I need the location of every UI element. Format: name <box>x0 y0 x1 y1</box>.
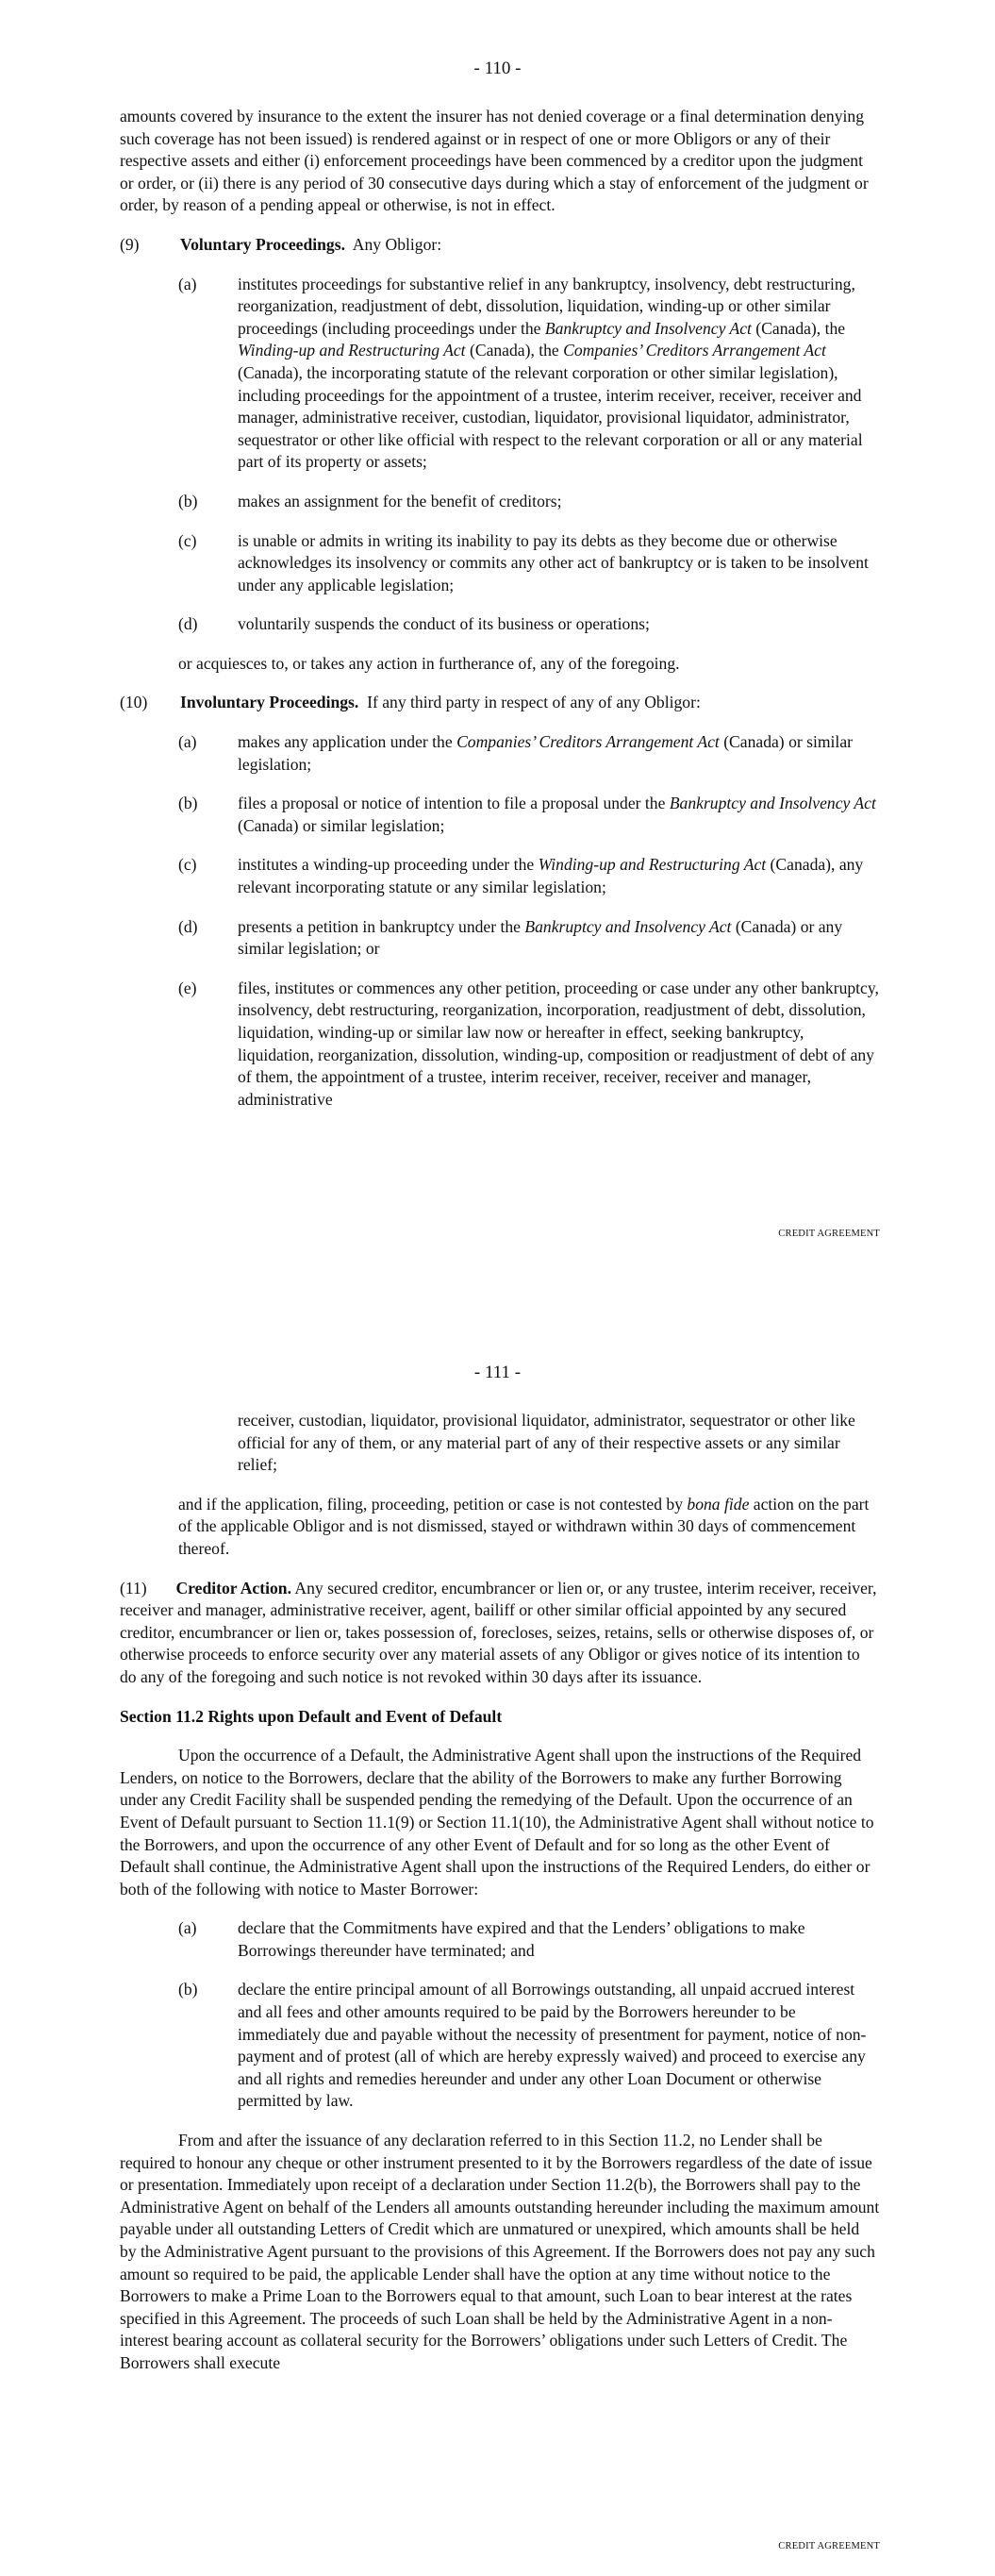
section-tail: or acquiesces to, or takes any action in furtherance of, any of the foregoing. <box>178 653 680 673</box>
item-label: (d) <box>178 614 198 634</box>
list-item <box>120 978 880 1112</box>
item-label: (a) <box>178 732 197 752</box>
item-text: files, institutes or commences any other petition, proceeding or case under any other bankruptcy, insolvency, debt restructuring, reorganization, incorporation, readjustment of debt, dissolution, liquidation, winding-up or similar law now or hereafter in effect, seeking bankruptcy, liquidation, reorganization, dissolution, winding-up, composition or readjustment of debt of any of them, the appointment of a trustee, interim receiver, receiver, receiver and manager, administrative <box>238 978 879 1109</box>
item-label: (a) <box>178 274 197 293</box>
item-text: (Canada), the <box>465 341 564 360</box>
paragraph: From and after the issuance of any declaration referred to in this Section 11.2, no Lender shall be required to honour any cheque or other instrument presented to it by the Borrowers regardless of the date of issue or presentation. Immediately upon receipt of a declaration under Section 11.2(b), the Borrowers shall pay to the Administrative Agent on behalf of the Lenders all amounts outstanding hereunder including the maximum amount payable under all outstanding Letters of Credit which are unmatured or unexpired, which amounts shall be held by the Administrative Agent pursuant to the provisions of this Agreement. If the Borrowers does not pay any such amount so required to be paid, the applicable Lender shall have the option at any time without notice to the Borrowers to make a Prime Loan to the Borrowers equal to that amount, such Loan to bear interest at the rates specified in this Agreement. The proceeds of such Loan shall be held by the Administrative Agent in a non-interest bearing account as collateral security for the Borrowers’ obligations under such Letters of Credit. The Borrowers shall execute <box>120 2131 880 2372</box>
section-heading: Creditor Action. <box>175 1578 291 1597</box>
section-10 <box>120 692 880 714</box>
item-text: institutes proceedings for substantive relief in any bankruptcy, insolvency, debt restructuring, reorganization, readjustment of debt, dissolution, liquidation, winding-up or other similar proceedings (including proceedings under the <box>238 274 855 338</box>
latin-term: bona fide <box>687 1494 750 1514</box>
list-item <box>120 731 880 776</box>
item-text: institutes a winding-up proceeding under the <box>238 855 539 875</box>
page-number: - 111 - <box>473 1363 522 1382</box>
intro-paragraph: amounts covered by insurance to the extent the insurer has not denied coverage or a final determination denying such coverage has not been issued) is rendered against or in respect of one or more Obligors or any of their respective assets and either (i) enforcement proceedings have been commenced by a creditor upon the judgment or order, or (ii) there is any period of 30 consecutive days during which a stay of enforcement of the judgment or order, by reason of a pending appeal or otherwise, is not in effect. <box>120 107 869 215</box>
statute-title: Bankruptcy and Insolvency Act <box>524 916 732 936</box>
list-item <box>120 1917 880 1962</box>
tail-text: and if the application, filing, proceeding, petition or case is not contested by <box>178 1494 688 1514</box>
item-text: is unable or admits in writing its inability to pay its debts as they become due or otherwise acknowledges its insolvency or commits any other act of bankruptcy or is taken to be insolvent under any applicable legislation; <box>238 530 869 594</box>
list-item <box>120 854 880 898</box>
page-footer: CREDIT AGREEMENT <box>778 1229 880 1239</box>
section-lead: Any Obligor: <box>352 234 442 254</box>
section-number: (11) <box>120 1578 147 1597</box>
statute-title: Bankruptcy and Insolvency Act <box>669 794 876 813</box>
item-text: makes any application under the <box>238 732 457 752</box>
list-item <box>120 613 880 636</box>
paragraph: Upon the occurrence of a Default, the Administrative Agent shall upon the instructions of the Required Lenders, on notice to the Borrowers, declare that the ability of the Borrowers to make any further Borrowing under any Credit Facility shall be suspended pending the remedying of the Default. Upon the occurrence of an Event of Default pursuant to Section 11.1(9) or Section 11.1(10), the Administrative Agent shall without notice to the Borrowers, and upon the occurrence of any other Event of Default and for so long as the other Event of Default shall continue, the Administrative Agent shall upon the instructions of the Required Lenders, do either or both of the following with notice to Master Borrower: <box>120 1746 874 1899</box>
item-label: (c) <box>178 530 197 550</box>
item-text: makes an assignment for the benefit of creditors; <box>238 491 562 510</box>
item-label: (b) <box>178 491 198 510</box>
section-9 <box>120 234 880 257</box>
section-11-2-heading: Section 11.2 Rights upon Default and Event of Default <box>120 1706 503 1726</box>
statute-title: Winding-up and Restructuring Act <box>238 341 466 360</box>
page-body <box>120 1410 880 2375</box>
section-heading: Voluntary Proceedings. <box>180 234 345 254</box>
item-label: (b) <box>178 794 198 813</box>
page-body <box>120 106 880 1111</box>
page-110 <box>0 0 995 1255</box>
statute-title: Companies’ Creditors Arrangement Act <box>563 341 826 360</box>
section-number: (10) <box>120 693 148 712</box>
item-text: (Canada), the <box>751 318 846 338</box>
list-item <box>120 530 880 597</box>
continued-item-text: receiver, custodian, liquidator, provisional liquidator, administrator, sequestrator or other like official for any of them, or any material part of any of their respective assets or any similar relief; <box>238 1411 855 1475</box>
item-label: (e) <box>178 978 197 997</box>
section-11 <box>120 1578 880 1689</box>
list-item <box>120 274 880 474</box>
item-text: voluntarily suspends the conduct of its business or operations; <box>238 614 650 634</box>
item-text: files a proposal or notice of intention to file a proposal under the <box>238 794 670 813</box>
item-text: (Canada) or similar legislation; <box>238 732 853 774</box>
list-item <box>120 491 880 513</box>
section-number: (9) <box>120 234 140 254</box>
item-text: (Canada), the incorporating statute of the relevant corporation or other similar legislation), including proceedings for the appointment of a trustee, interim receiver, receiver, receiver and manager, administrative receiver, custodian, liquidator, provisional liquidator, administrator, sequestrator or other like official with respect to the relevant corporation or all or any material part of its property or assets; <box>238 362 863 472</box>
item-text: declare the entire principal amount of all Borrowings outstanding, all unpaid accrued interest and all fees and other amounts required to be paid by the Borrowers hereunder to be immediately due and payable without the necessity of presentment for payment, notice of non-payment and of protest (all of which are hereby expressly waived) and proceed to exercise any and all rights and remedies hereunder and under any other Loan Document or otherwise permitted by law. <box>238 1980 867 2111</box>
page-111 <box>0 1349 995 2576</box>
list-item <box>120 793 880 837</box>
page-number: - 110 - <box>473 59 522 78</box>
section-tail <box>120 1494 880 1561</box>
item-text: (Canada) or similar legislation; <box>238 815 445 835</box>
tail-text: action on the part of the applicable Obligor and is not dismissed, stayed or withdrawn within 30 days of commencement thereof. <box>178 1494 870 1558</box>
item-text: declare that the Commitments have expired and that the Lenders’ obligations to make Borrowings thereunder have terminated; and <box>238 1918 805 1960</box>
item-text: (Canada), any relevant incorporating statute or any similar legislation; <box>238 855 864 897</box>
item-label: (c) <box>178 855 197 875</box>
statute-title: Bankruptcy and Insolvency Act <box>544 318 752 338</box>
item-label: (b) <box>178 1980 198 1999</box>
item-label: (d) <box>178 916 198 936</box>
statute-title: Winding-up and Restructuring Act <box>538 855 767 875</box>
list-item <box>120 1979 880 2113</box>
list-item <box>120 916 880 961</box>
page-footer: CREDIT AGREEMENT <box>778 2541 880 2551</box>
statute-title: Companies’ Creditors Arrangement Act <box>456 732 720 752</box>
section-heading: Involuntary Proceedings. <box>180 693 359 712</box>
section-text: Any secured creditor, encumbrancer or lien or, or any trustee, interim receiver, receiver, receiver and manager, administrative receiver, agent, bailiff or other similar official appointed by any secured creditor, encumbrancer or lien or, takes possession of, forecloses, seizes, retains, sells or otherwise disposes of, or otherwise proceeds to enforce security over any material assets of any Obligor or gives notice of its intention to do any of the foregoing and such notice is not revoked within 30 days after its issuance. <box>120 1578 877 1686</box>
item-label: (a) <box>178 1918 197 1938</box>
section-lead: If any third party in respect of any of any Obligor: <box>367 693 701 712</box>
item-text: presents a petition in bankruptcy under the <box>238 916 525 936</box>
item-text: (Canada) or any similar legislation; or <box>238 916 843 959</box>
